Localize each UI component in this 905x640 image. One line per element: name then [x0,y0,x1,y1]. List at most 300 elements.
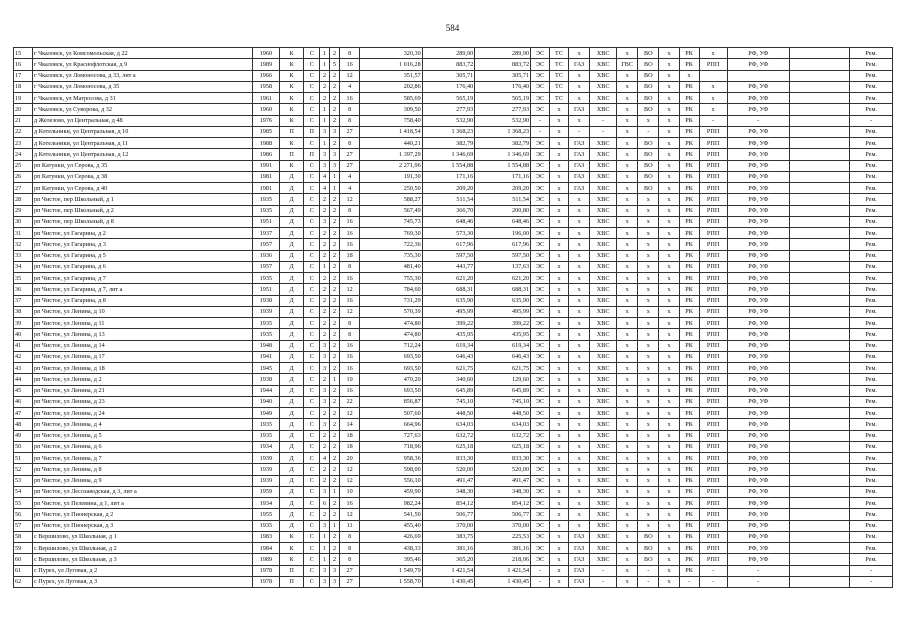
table-cell: х [550,160,569,171]
table-cell: ЭС [531,498,550,509]
table-cell: 2 [330,205,340,216]
address-cell: рп Чистое, ул Ленина, д 9 [32,475,252,486]
address-cell: рп Чистое, ул Гагарина, д 2 [32,228,252,239]
table-cell: РК [679,138,699,149]
table-cell: ЭС [531,149,550,160]
table-row [14,306,893,317]
table-cell: х [617,228,638,239]
table-cell: С [304,284,320,295]
table-cell: 1991 [253,160,280,171]
table-cell: РК [679,149,699,160]
table-cell: 712,24 [360,340,423,351]
table-cell: х [617,160,638,171]
table-cell: 1 421,54 [422,565,474,576]
table-cell: - [531,115,550,126]
table-cell [790,183,850,194]
table-cell: х [550,464,569,475]
table-cell: РК [679,115,699,126]
table-cell: х [659,543,679,554]
table-cell: х [617,396,638,407]
table-cell: 645,89 [422,385,474,396]
table-cell: Рем. [850,498,893,509]
table-cell: 2 [330,531,340,542]
table-cell [790,531,850,542]
table-cell [790,273,850,284]
table-cell [790,351,850,362]
table-cell: х [699,104,727,115]
address-cell: с Пурех, ул Луговая, д 3 [32,576,252,587]
table-cell: С [304,340,320,351]
table-cell: 1 016,28 [360,59,423,70]
table-cell: РФ, УФ [727,464,790,475]
row-number-cell: 56 [14,509,33,520]
table-cell: - [531,565,550,576]
table-cell: 511,54 [475,194,531,205]
table-cell: 3 [319,351,329,362]
table-cell: ХВС [590,295,617,306]
address-cell: рп Чистое, ул Гагарина, д 8 [32,295,252,306]
table-cell: х [617,261,638,272]
table-cell [790,419,850,430]
table-cell: РК [679,554,699,565]
table-cell: 2 [330,81,340,92]
table-cell: - [679,576,699,587]
table-cell: 634,03 [422,419,474,430]
table-cell: ГАЗ [569,183,590,194]
table-cell: РПП [699,329,727,340]
table-cell: Рем. [850,284,893,295]
table-cell [790,329,850,340]
table-cell: 617,96 [475,239,531,250]
address-cell: рп Чистое, ул Ленина, д 14 [32,340,252,351]
table-cell: РФ, УФ [727,250,790,261]
table-cell: 1939 [253,475,280,486]
table-cell: 3 [319,520,329,531]
table-cell: 1 [319,531,329,542]
table-cell: х [659,171,679,182]
table-cell: 556,10 [360,475,423,486]
table-cell [790,486,850,497]
table-cell: х [617,171,638,182]
table-cell [790,205,850,216]
table-cell: ЭС [531,531,550,542]
row-number-cell: 41 [14,340,33,351]
table-cell: 176,40 [422,81,474,92]
table-row [14,48,893,59]
table-cell: 3 [319,486,329,497]
table-cell: х [659,475,679,486]
table-cell: ЭС [531,250,550,261]
table-cell: ВО [638,104,659,115]
table-cell: х [659,81,679,92]
table-cell [790,385,850,396]
table-cell: С [304,228,320,239]
table-row [14,453,893,464]
table-cell: х [659,194,679,205]
table-cell: - [699,565,727,576]
table-cell: 735,30 [360,250,423,261]
table-cell: 2 [319,239,329,250]
table-cell: - [638,126,659,137]
table-cell: РК [679,239,699,250]
table-cell: 1985 [253,126,280,137]
table-cell: 2 [330,70,340,81]
table-cell: 565,19 [422,93,474,104]
table-cell: С [304,531,320,542]
row-number-cell: 25 [14,160,33,171]
table-cell: С [304,81,320,92]
table-cell: ЭС [531,430,550,441]
table-cell: 14 [340,419,360,430]
table-cell: х [617,70,638,81]
table-cell: РФ, УФ [727,194,790,205]
table-cell: 1960 [253,48,280,59]
row-number-cell: 33 [14,250,33,261]
table-cell: 1 [319,138,329,149]
table-cell: 1935 [253,419,280,430]
table-cell: 1 430,45 [422,576,474,587]
table-cell: С [304,363,320,374]
address-cell: рп Чистое, ул Ленина, д 6 [32,441,252,452]
address-cell: рп Чистое, ул Ленина, д 8 [32,464,252,475]
table-row [14,419,893,430]
table-cell: 10 [340,486,360,497]
table-cell: РФ, УФ [727,93,790,104]
table-cell: ЭС [531,543,550,554]
table-cell: 567,49 [360,205,423,216]
table-cell: х [617,430,638,441]
table-cell: 573,30 [422,228,474,239]
table-cell: х [638,306,659,317]
table-cell: С [304,430,320,441]
address-cell: рп Чистое, ул Ленина, д 10 [32,306,252,317]
address-cell: г Чкаловск, ул Суворова, д 32 [32,104,252,115]
table-cell: 532,90 [475,115,531,126]
table-cell: 833,30 [475,453,531,464]
table-cell: х [659,430,679,441]
table-cell: х [617,183,638,194]
table-cell: С [304,408,320,419]
table-cell: 383,75 [422,531,474,542]
table-cell: Д [279,295,304,306]
table-cell: 1966 [253,70,280,81]
table-cell: Рем. [850,531,893,542]
table-cell: 27 [340,126,360,137]
table-cell: 382,79 [475,138,531,149]
table-cell: 2 [319,464,329,475]
row-number-cell: 54 [14,486,33,497]
table-row [14,520,893,531]
table-cell: х [659,70,679,81]
table-cell: РК [679,48,699,59]
table-cell: С [304,171,320,182]
table-cell: 3 [319,160,329,171]
table-row [14,295,893,306]
table-cell: РФ, УФ [727,351,790,362]
table-cell: Рем. [850,351,893,362]
table-cell: ЭС [531,464,550,475]
table-cell: 171,16 [422,171,474,182]
table-cell: 1938 [253,374,280,385]
table-cell: 3 [330,126,340,137]
table-cell: РПП [699,509,727,520]
table-cell: ЭС [531,363,550,374]
table-cell: 1961 [253,93,280,104]
table-cell: С [304,48,320,59]
table-cell: 12 [340,464,360,475]
table-cell: ВО [638,149,659,160]
table-cell: Д [279,475,304,486]
table-cell [790,498,850,509]
table-cell: 1 [330,486,340,497]
table-cell: ХВС [590,183,617,194]
table-cell: С [304,59,320,70]
table-row [14,340,893,351]
table-cell: х [550,498,569,509]
table-cell: х [550,351,569,362]
table-cell: х [659,205,679,216]
table-cell: х [617,441,638,452]
table-cell: ЭС [531,520,550,531]
table-cell: х [569,115,590,126]
table-cell: ХВС [590,475,617,486]
table-cell: ВО [638,171,659,182]
row-number-cell: 27 [14,183,33,194]
table-cell: ЭС [531,408,550,419]
table-cell: 12 [340,284,360,295]
table-cell: х [617,81,638,92]
table-cell: х [659,273,679,284]
table-cell: 570,39 [360,306,423,317]
table-cell: РПП [699,408,727,419]
table-cell: 1945 [253,363,280,374]
table-cell: ХВС [590,216,617,227]
table-cell: РК [679,261,699,272]
table-cell: 366,70 [422,205,474,216]
table-cell: х [569,273,590,284]
table-cell: РФ, УФ [727,441,790,452]
table-cell: 4 [340,183,360,194]
table-cell: х [659,250,679,261]
table-cell: 758,40 [360,115,423,126]
table-cell: С [304,261,320,272]
table-cell: 8 [340,138,360,149]
table-cell: 443,77 [422,261,474,272]
table-cell: 16 [340,351,360,362]
table-row [14,329,893,340]
table-cell: ЭС [531,318,550,329]
table-cell: ВО [638,48,659,59]
table-cell: 1 549,79 [360,565,423,576]
table-cell: х [569,239,590,250]
table-cell: х [638,509,659,520]
table-cell: 16 [340,340,360,351]
table-cell: РФ, УФ [727,126,790,137]
table-cell [790,430,850,441]
table-cell: ЭС [531,329,550,340]
table-cell: 1960 [253,104,280,115]
table-cell: Д [279,329,304,340]
address-cell: рп Чистое, ул Ленина, д 18 [32,363,252,374]
table-cell [790,565,850,576]
table-cell: Рем. [850,59,893,70]
table-cell: х [617,554,638,565]
row-number-cell: 17 [14,70,33,81]
row-number-cell: 39 [14,318,33,329]
table-cell: 8 [340,531,360,542]
table-cell: ХВС [590,329,617,340]
table-cell: х [550,183,569,194]
table-cell: Д [279,306,304,317]
table-cell: 1 430,45 [475,576,531,587]
table-cell: ХВС [590,385,617,396]
table-cell: 16 [340,273,360,284]
table-cell: х [617,453,638,464]
row-number-cell: 30 [14,216,33,227]
table-cell: 435,95 [422,329,474,340]
table-cell [790,441,850,452]
table-cell: С [304,520,320,531]
address-cell: рп Чистое, ул Гагарина, д 7, лит а [32,284,252,295]
table-cell [790,194,850,205]
table-cell: 621,20 [422,273,474,284]
table-cell: 289,90 [422,48,474,59]
table-cell: РПП [699,453,727,464]
table-cell: ЭС [531,273,550,284]
table-cell: С [304,486,320,497]
table-cell: 958,36 [360,453,423,464]
table-cell: - [531,576,550,587]
table-cell: РПП [699,318,727,329]
row-number-cell: 35 [14,273,33,284]
table-cell: ГАЗ [569,576,590,587]
table-row [14,475,893,486]
table-cell: РФ, УФ [727,531,790,542]
table-cell: 632,72 [475,430,531,441]
table-cell: 1937 [253,228,280,239]
table-cell: х [638,239,659,250]
page-number: 584 [445,23,460,33]
table-cell: Рем. [850,475,893,486]
address-cell: рп Чистое, ул Ленина, д 13 [32,329,252,340]
table-cell: РК [679,520,699,531]
table-cell: х [569,351,590,362]
table-cell: ЭС [531,93,550,104]
table-cell: РПП [699,306,727,317]
table-cell: РК [679,363,699,374]
table-cell: 541,50 [360,509,423,520]
table-cell: х [659,441,679,452]
table-cell: х [569,430,590,441]
table-cell: 1 [330,171,340,182]
row-number-cell: 60 [14,554,33,565]
housing-registry-table [13,47,893,588]
table-cell: 1 418,54 [360,126,423,137]
table-cell: РК [679,228,699,239]
table-row [14,509,893,520]
table-cell: Рем. [850,543,893,554]
table-cell: РК [679,295,699,306]
table-cell: С [304,441,320,452]
table-cell: 320,30 [360,48,423,59]
table-cell: РК [679,93,699,104]
table-cell: 18 [340,441,360,452]
table-cell: 617,96 [422,239,474,250]
address-cell: рп Чистое, пер Школьный, д 2 [32,205,252,216]
table-cell: ГАЗ [569,543,590,554]
table-cell: х [550,329,569,340]
table-cell: ХВС [590,396,617,407]
table-cell: 3 [330,576,340,587]
table-row [14,498,893,509]
row-number-cell: 32 [14,239,33,250]
table-cell: х [659,453,679,464]
table-cell: ХВС [590,554,617,565]
table-cell: 625,18 [475,441,531,452]
table-cell: х [659,520,679,531]
table-cell: 1955 [253,509,280,520]
table-cell: 1935 [253,430,280,441]
table-cell: 1 [319,554,329,565]
table-cell: ЭС [531,340,550,351]
table-cell: 1981 [253,171,280,182]
table-cell: 1935 [253,205,280,216]
table-cell: 854,12 [475,498,531,509]
table-cell: 2 [330,239,340,250]
table-cell: ЭС [531,554,550,565]
table-cell: х [569,486,590,497]
table-cell: х [569,329,590,340]
table-cell: 2 [319,329,329,340]
table-cell: 2 [319,228,329,239]
table-cell [790,284,850,295]
table-cell: 2 [330,464,340,475]
table-cell: х [617,408,638,419]
table-cell: х [699,48,727,59]
row-number-cell: 16 [14,59,33,70]
table-cell: х [569,498,590,509]
table-cell: х [659,284,679,295]
table-cell: РК [679,565,699,576]
table-cell: Д [279,261,304,272]
table-cell: х [638,194,659,205]
table-cell: х [659,408,679,419]
table-cell: 18 [340,250,360,261]
table-cell: ХВС [590,351,617,362]
table-cell: ХВС [590,498,617,509]
table-cell: 3 [319,340,329,351]
table-cell: Рем. [850,408,893,419]
table-cell: С [304,306,320,317]
table-cell: К [279,115,304,126]
table-cell: 664,96 [360,419,423,430]
table-cell: х [638,408,659,419]
row-number-cell: 20 [14,104,33,115]
table-cell: 532,90 [422,115,474,126]
table-row [14,273,893,284]
address-cell: рп Чистое, пер Школьный, д 8 [32,216,252,227]
table-cell: 495,99 [422,306,474,317]
table-cell: 340,60 [422,374,474,385]
table-cell: РПП [699,520,727,531]
table-cell: х [569,228,590,239]
table-cell: РФ, УФ [727,318,790,329]
table-cell: РПП [699,183,727,194]
table-cell: х [569,93,590,104]
table-cell: 648,46 [475,216,531,227]
table-cell: 16 [340,59,360,70]
table-cell: 2 [330,194,340,205]
